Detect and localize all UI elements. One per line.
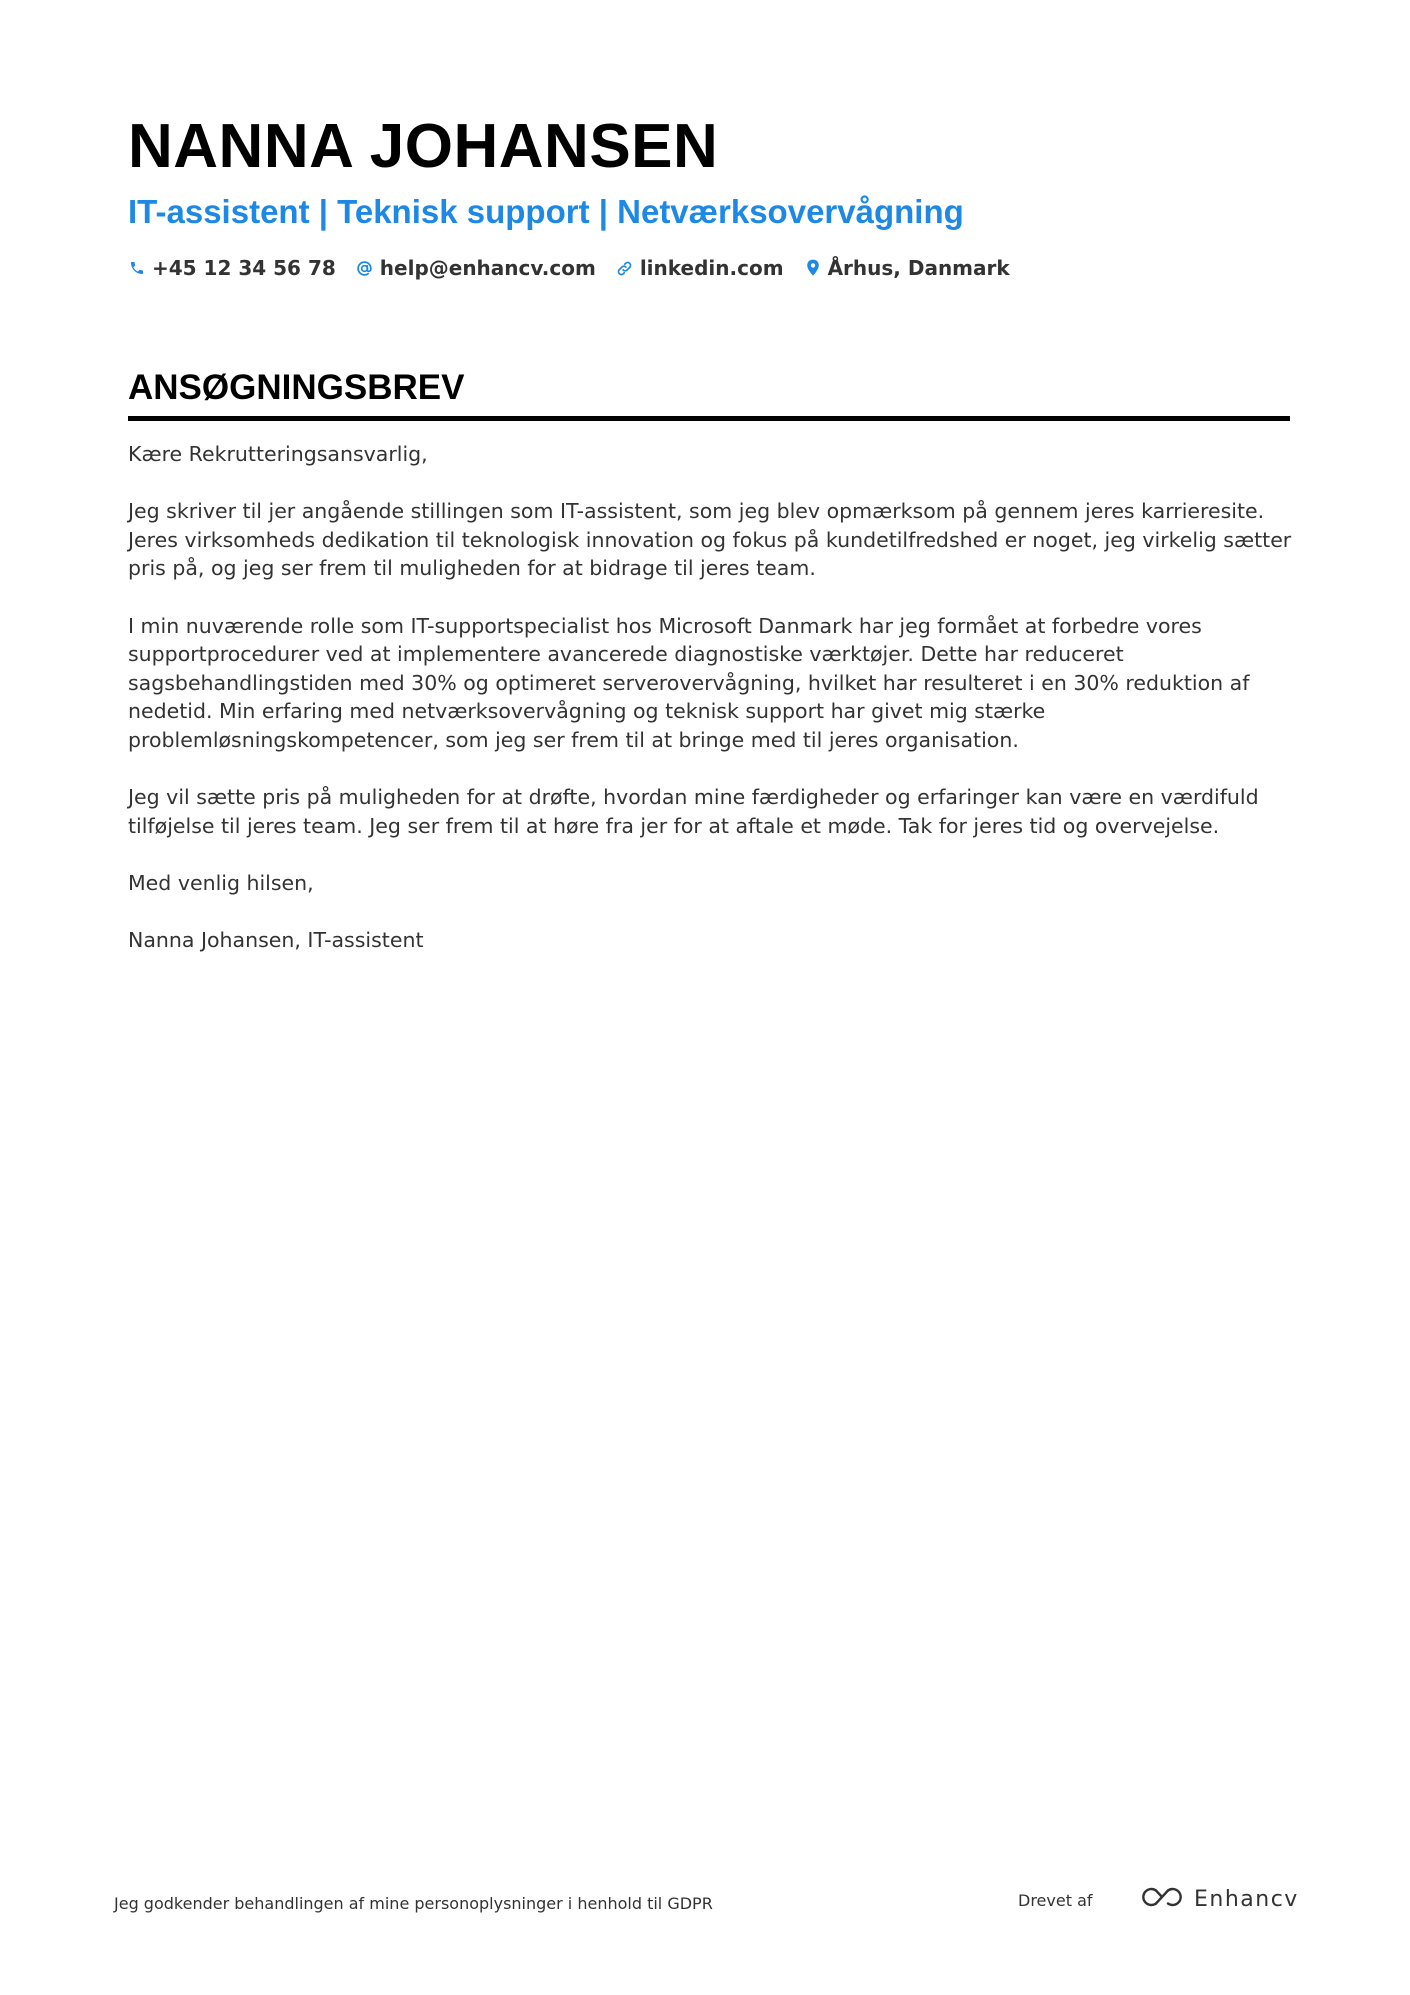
phone-number: +45 12 34 56 78 (152, 256, 336, 280)
gdpr-consent-text: Jeg godkender behandlingen af mine personoplysninger i henhold til GDPR (114, 1894, 713, 1913)
location-pin-icon (804, 259, 822, 277)
enhancv-logo-text: Enhancv (1194, 1886, 1299, 1912)
header (128, 108, 1288, 280)
letter-greeting: Kære Rekrutteringsansvarlig, (128, 442, 428, 466)
letter-closing: Med venlig hilsen, (128, 870, 314, 895)
section-divider (128, 416, 1290, 421)
location-text: Århus, Danmark (827, 256, 1010, 280)
section-title: ANSØGNINGSBREV (128, 368, 465, 407)
phone-icon (128, 259, 146, 277)
contact-location (804, 256, 1010, 280)
letter-paragraph: I min nuværende rolle som IT-supportspecialist hos Microsoft Danmark har jeg formået at forbedre vores supportprocedurer ved at implementere avancerede diagnostiske værktøjer. Dette har reduceret sagsbehandlingstiden med 30% og optimeret serverovervågning, hvilket har resulteret i en 30% reduktion af nedetid. Min erfaring med netværksovervågning og teknisk support har givet mig stærke problemløsningskompetencer, som jeg ser frem til at bringe med til jeres organisation. (128, 613, 1250, 752)
letter-paragraph: Jeg vil sætte pris på muligheden for at drøfte, hvordan mine færdigheder og erfaringer kan være en værdifuld tilføjelse til jeres team. Jeg ser frem til at høre fra jer for at aftale et møde. Tak for jeres tid og overvejelse. (128, 785, 1259, 838)
contact-linkedin[interactable] (616, 256, 784, 280)
contact-bar (128, 256, 1288, 280)
powered-by-label: Drevet af (1018, 1891, 1093, 1910)
at-icon (356, 259, 374, 277)
linkedin-url: linkedin.com (639, 256, 784, 280)
letter-paragraph: Jeg skriver til jer angående stillingen som IT-assistent, som jeg blev opmærksom på gennem jeres karrieresite. Jeres virksomheds dedikation til teknologisk innovation og fokus på kundetilfredshed er noget, jeg virkelig sætter pris på, og jeg ser frem til muligheden for at bidrage til jeres team. (128, 499, 1292, 581)
applicant-name: NANNA JOHANSEN (128, 112, 719, 181)
contact-phone (128, 256, 336, 280)
letter-body (128, 440, 1293, 983)
enhancv-logo-icon (1138, 1884, 1186, 1914)
applicant-title: IT-assistent | Teknisk support | Netværksovervågning (128, 193, 964, 230)
email-address: help@enhancv.com (379, 256, 596, 280)
section-header (128, 366, 1290, 421)
letter-signature: Nanna Johansen, IT-assistent (128, 928, 424, 953)
contact-email[interactable] (356, 256, 596, 280)
link-icon (616, 259, 634, 277)
footer (0, 1880, 1410, 1940)
enhancv-logo[interactable] (1138, 1884, 1299, 1914)
